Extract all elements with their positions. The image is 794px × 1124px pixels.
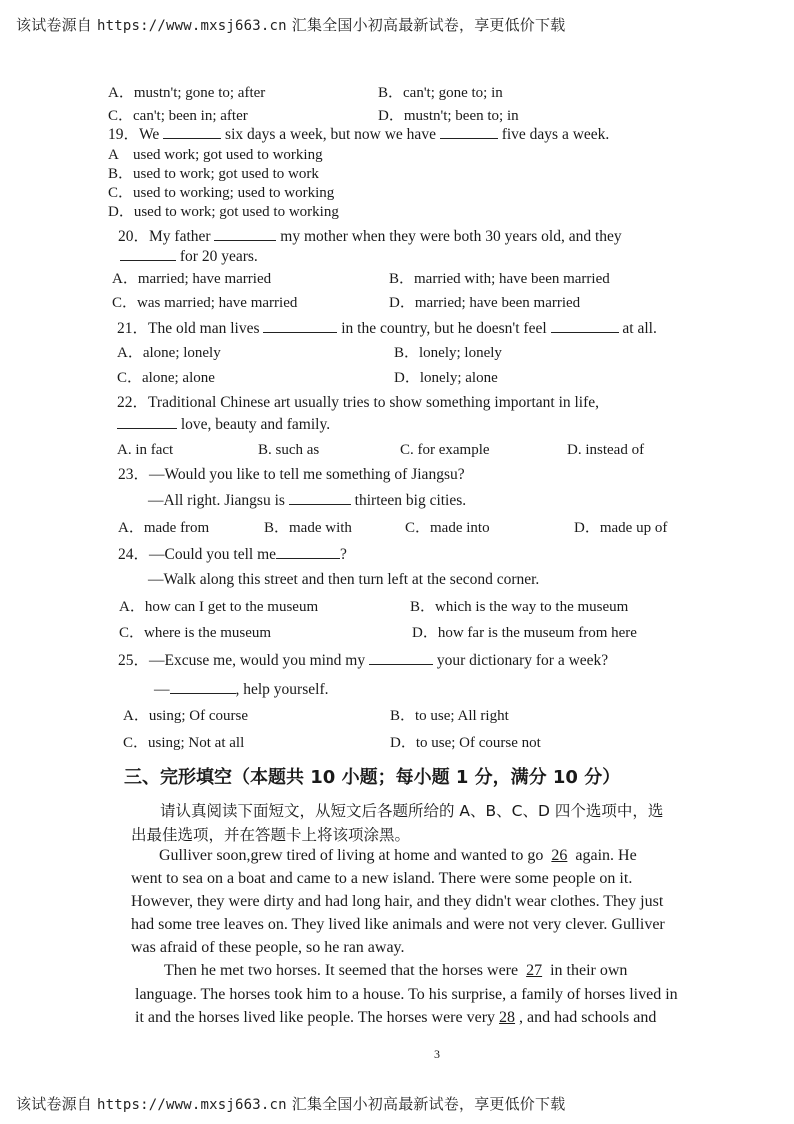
q25-stem-part: 25．—Excuse me, would you mind my — [118, 652, 366, 669]
answer-blank — [551, 319, 619, 333]
q24-stem-part: 24．—Could you tell me — [118, 546, 277, 563]
q24-option-c: C．where is the museum — [119, 625, 272, 641]
q25-stem-part: , help yourself. — [235, 681, 329, 698]
q22-stem-cont — [117, 415, 330, 434]
page-number: 3 — [434, 1047, 440, 1061]
q22-option-a: A. in fact — [117, 442, 174, 458]
q18-option-c: C．can't; been in; after — [108, 108, 248, 124]
q22-stem: 22．Traditional Chinese art usually tries to show something important in life, — [117, 394, 600, 411]
q24-stem — [118, 545, 347, 564]
page-footer — [16, 1093, 565, 1114]
q18-option-d: D．mustn't; been to; in — [378, 108, 519, 124]
q25-option-a: A．using; Of course — [123, 708, 248, 724]
q25-option-c: C．using; Not at all — [123, 735, 245, 751]
footer-url[interactable]: https://www.mxsj663.cn — [96, 1097, 287, 1113]
q24-option-b: B．which is the way to the museum — [410, 599, 629, 615]
passage-line: had some tree leaves on. They lived like animals and were not very clever. Gulliver — [131, 916, 665, 933]
q21-stem-part: in the country, but he doesn't feel — [341, 320, 547, 337]
answer-blank — [289, 491, 351, 505]
section-instructions: 请认真阅读下面短文，从短文后各题所给的 A、B、C、D 四个选项中，选 — [160, 802, 664, 820]
q23-stem-part: —All right. Jiangsu is — [148, 492, 285, 509]
q23-option-d: D．made up of — [574, 520, 668, 536]
q22-option-d: D. instead of — [567, 442, 645, 458]
passage-text: Gulliver soon,grew tired of living at home and wanted to go — [159, 847, 544, 864]
answer-blank — [369, 651, 433, 665]
q24-stem-part: ? — [340, 546, 347, 563]
q19-stem-part: six days a week, but now we have — [225, 126, 436, 143]
q25-stem-part: — — [154, 681, 170, 698]
passage-text: in their own — [550, 962, 628, 979]
page-header — [16, 14, 565, 35]
passage-line: went to sea on a boat and came to a new island. There were some people on it. — [131, 870, 633, 887]
answer-blank — [117, 415, 177, 429]
q19-option-c: C．used to working; used to working — [108, 185, 335, 201]
q23-stem-part: thirteen big cities. — [354, 492, 467, 509]
q21-option-a: A．alone; lonely — [117, 345, 221, 361]
q19-option-d: D．used to work; got used to working — [108, 204, 339, 220]
passage-text: , and had schools and — [519, 1009, 657, 1026]
header-prefix: 该试卷源自 — [16, 16, 93, 34]
q25-stem-part: your dictionary for a week? — [436, 652, 609, 669]
q20-stem-part: for 20 years. — [179, 248, 258, 265]
q23-option-b: B．made with — [264, 520, 352, 536]
q20-stem-part: my mother when they were both 30 years old, and they — [280, 228, 622, 245]
passage-text: it and the horses lived like people. The horses were very — [135, 1009, 496, 1026]
answer-blank — [163, 125, 221, 139]
q23-stem: 23．—Would you like to tell me something of Jiangsu? — [118, 466, 465, 483]
q23-stem-cont — [148, 491, 466, 510]
q19-stem-part: 19．We — [108, 126, 160, 143]
passage-line — [135, 1008, 656, 1028]
header-url[interactable]: https://www.mxsj663.cn — [96, 18, 287, 34]
q25-option-b: B．to use; All right — [390, 708, 509, 724]
q21-option-c: C．alone; alone — [117, 370, 215, 386]
footer-suffix: 汇集全国小初高最新试卷，享更低价下载 — [291, 1095, 566, 1113]
q18-option-a: A．mustn't; gone to; after — [108, 85, 266, 101]
passage-line: However, they were dirty and had long hair, and they didn't wear clothes. They just — [131, 893, 664, 910]
q21-stem-part: 21．The old man lives — [117, 320, 260, 337]
passage-line: language. The horses took him to a house. To his surprise, a family of horses lived in — [135, 986, 678, 1003]
q20-option-a: A．married; have married — [112, 271, 272, 287]
q21-stem — [117, 319, 657, 338]
q19-stem-part: five days a week. — [501, 126, 610, 143]
q24-stem-cont: —Walk along this street and then turn left at the second corner. — [148, 571, 540, 588]
q20-stem-cont — [120, 247, 258, 266]
q21-option-d: D．lonely; alone — [394, 370, 498, 386]
passage-text: Then he met two horses. It seemed that the horses were — [164, 962, 519, 979]
q19-option-a: A used work; got used to working — [108, 147, 323, 163]
footer-prefix: 该试卷源自 — [16, 1095, 93, 1113]
q22-stem-part: love, beauty and family. — [180, 416, 331, 433]
passage-text: again. He — [575, 847, 637, 864]
header-suffix: 汇集全国小初高最新试卷，享更低价下载 — [291, 16, 566, 34]
answer-blank — [440, 125, 498, 139]
q25-stem — [118, 651, 608, 670]
q20-stem-part: 20．My father — [118, 228, 211, 245]
answer-blank — [263, 319, 337, 333]
q20-option-c: C．was married; have married — [112, 295, 298, 311]
answer-blank — [276, 545, 340, 559]
q22-option-c: C. for example — [400, 442, 490, 458]
q19-stem — [108, 125, 609, 144]
answer-blank — [170, 680, 236, 694]
answer-blank — [120, 247, 176, 261]
passage-line: was afraid of these people, so he ran away. — [131, 939, 405, 956]
q20-option-d: D．married; have been married — [389, 295, 581, 311]
blank-number: 28 — [499, 1009, 516, 1026]
q22-option-b: B. such as — [258, 442, 320, 458]
section-title: 三、完形填空（本题共 10 小题；每小题 1 分，满分 10 分） — [124, 767, 621, 788]
passage-line — [164, 961, 627, 981]
q25-option-d: D．to use; Of course not — [390, 735, 541, 751]
section-instructions-cont: 出最佳选项，并在答题卡上将该项涂黑。 — [131, 826, 411, 844]
blank-number: 26 — [551, 847, 568, 864]
q18-option-b: B．can't; gone to; in — [378, 85, 503, 101]
q20-option-b: B．married with; have been married — [389, 271, 610, 287]
q21-stem-part: at all. — [622, 320, 657, 337]
q23-option-c: C．made into — [405, 520, 490, 536]
q21-option-b: B．lonely; lonely — [394, 345, 502, 361]
q24-option-d: D．how far is the museum from here — [412, 625, 637, 641]
passage-line — [159, 846, 637, 866]
q19-option-b: B．used to work; got used to work — [108, 166, 319, 182]
q23-option-a: A．made from — [118, 520, 210, 536]
answer-blank — [214, 227, 276, 241]
q24-option-a: A．how can I get to the museum — [119, 599, 319, 615]
blank-number: 27 — [526, 962, 543, 979]
q25-stem-cont — [154, 680, 328, 699]
q20-stem — [118, 227, 622, 246]
